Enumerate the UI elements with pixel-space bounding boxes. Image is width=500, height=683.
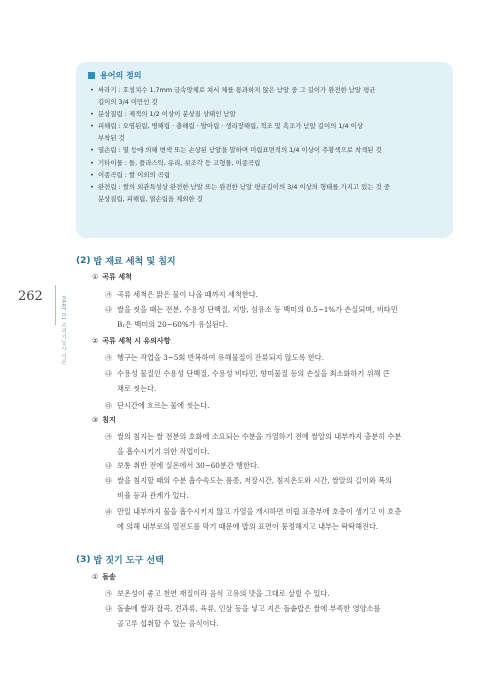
subsection-heading: ③ 침지 [92, 416, 116, 424]
side-divider [55, 285, 56, 325]
definition-box [76, 62, 453, 238]
list-item: ㉮ 헹구는 작업을 3~5회 반복하여 유해물질이 잔류되지 않도록 한다. [105, 353, 325, 362]
list-item: ㉯ 보통 취반 전에 실온에서 30~60분간 행한다. [105, 461, 260, 470]
page-number: 262 [18, 289, 43, 304]
definition-item: • 완전립 : 쌀의 외관특성상 완전한 낟알 또는 완전한 낟알 평균길이의 3/4 이상의 형태를 가지고 있는 것 중 분상질립, 피해립, 열손립을 제외한 것 [90, 182, 390, 203]
definition-item: • 분상질립 : 제적의 1/2 이상이 분상질 상태인 낟알 [90, 110, 236, 119]
definition-item: • 피해립 : 오염된립, 병해립 · 충해립 · 발아립 · 생리장해립, 적조 및 흑조가 낟알 길이의 1/4 이상 부착된 것 [90, 122, 363, 143]
list-item: ㉮ 쌀의 침지는 쌀 전분의 호화에 소요되는 수분을 가열하기 전에 쌀알의 내부까지 충분히 수분 을 흡수시키기 위한 작업이다. [105, 432, 402, 456]
definition-item: • 이종곡립 : 쌀 이외의 곡립 [90, 170, 171, 179]
chapter-side-label: PART 01 조리기능사 이론 [60, 296, 66, 366]
definition-box-title: 용어의 정의 [100, 71, 142, 80]
square-marker-icon [88, 72, 95, 79]
definition-item: • 기타이물 : 돌, 플라스틱, 유리, 쇳조각 등 고형물, 이종곡립 [90, 158, 261, 167]
list-item: ㉮ 곡류 세척은 맑은 물이 나올 때까지 세척한다. [105, 290, 258, 299]
list-item: ㉯ 쌀을 씻을 때는 전분, 수용성 단백질, 지방, 섬유소 등 백미의 0.5~1%가 손실되며, 비타민 B₁은 백미의 20~60%가 유실된다. [105, 305, 398, 329]
list-item: ㉯ 수용성 물질인 수용성 단백질, 수용성 비타민, 향미물질 등의 손실을 최소화하기 위해 큰 채로 씻는다. [105, 369, 390, 393]
definition-item: • 열손립 : 열 등에 의해 변색 또는 손상된 낟알을 말하며 미립표면적의 1/4 이상이 주황색으로 착색된 것 [90, 146, 382, 155]
definition-item: • 싸라기 : 호칭치수 1.7mm 금속망체로 쳐서 체를 통과하지 않은 낟알 중 그 길이가 완전한 낟알 평균 길이의 3/4 미만인 것 [90, 86, 376, 107]
section-heading: (2) 밥 재료 세척 및 침지 [76, 255, 176, 267]
subsection-heading: ② 곡류 세척 시 유의사항 [92, 337, 171, 345]
definition-list [88, 84, 441, 205]
list-item: ㉮ 보온성이 좋고 천연 재질이라 음식 고유의 맛을 그대로 살릴 수 있다. [105, 589, 330, 598]
list-item: ㉯ 돌솥에 쌀과 잡곡, 견과류, 육류, 인삼 등을 넣고 지은 돌솥밥은 쌀에 부족한 영양소를 골고루 섭취할 수 있는 음식이다. [105, 604, 381, 628]
subsection-heading: ① 돌솥 [92, 573, 116, 581]
subsection-heading: ① 곡류 세척 [92, 273, 132, 281]
definition-box-header [88, 70, 441, 81]
section-heading: (3) 밥 짓기 도구 선택 [76, 554, 164, 566]
list-item: ㉰ 단시간에 흐르는 물에 씻는다. [105, 401, 210, 410]
list-item: ㉱ 만일 내부까지 물을 흡수시키지 않고 가열을 개시하면 미립 표층부에 호층이 생기고 이 호층 에 의해 내부로의 열전도를 막기 때문에 밥의 표면이 뭉정해지고 내부는 딱딱해진다. [105, 507, 402, 531]
list-item: ㉰ 쌀을 침지할 때의 수분 흡수속도는 품종, 저장시간, 침지온도와 시간, 쌀알의 길이와 폭의 비율 등과 관계가 있다. [105, 476, 392, 500]
